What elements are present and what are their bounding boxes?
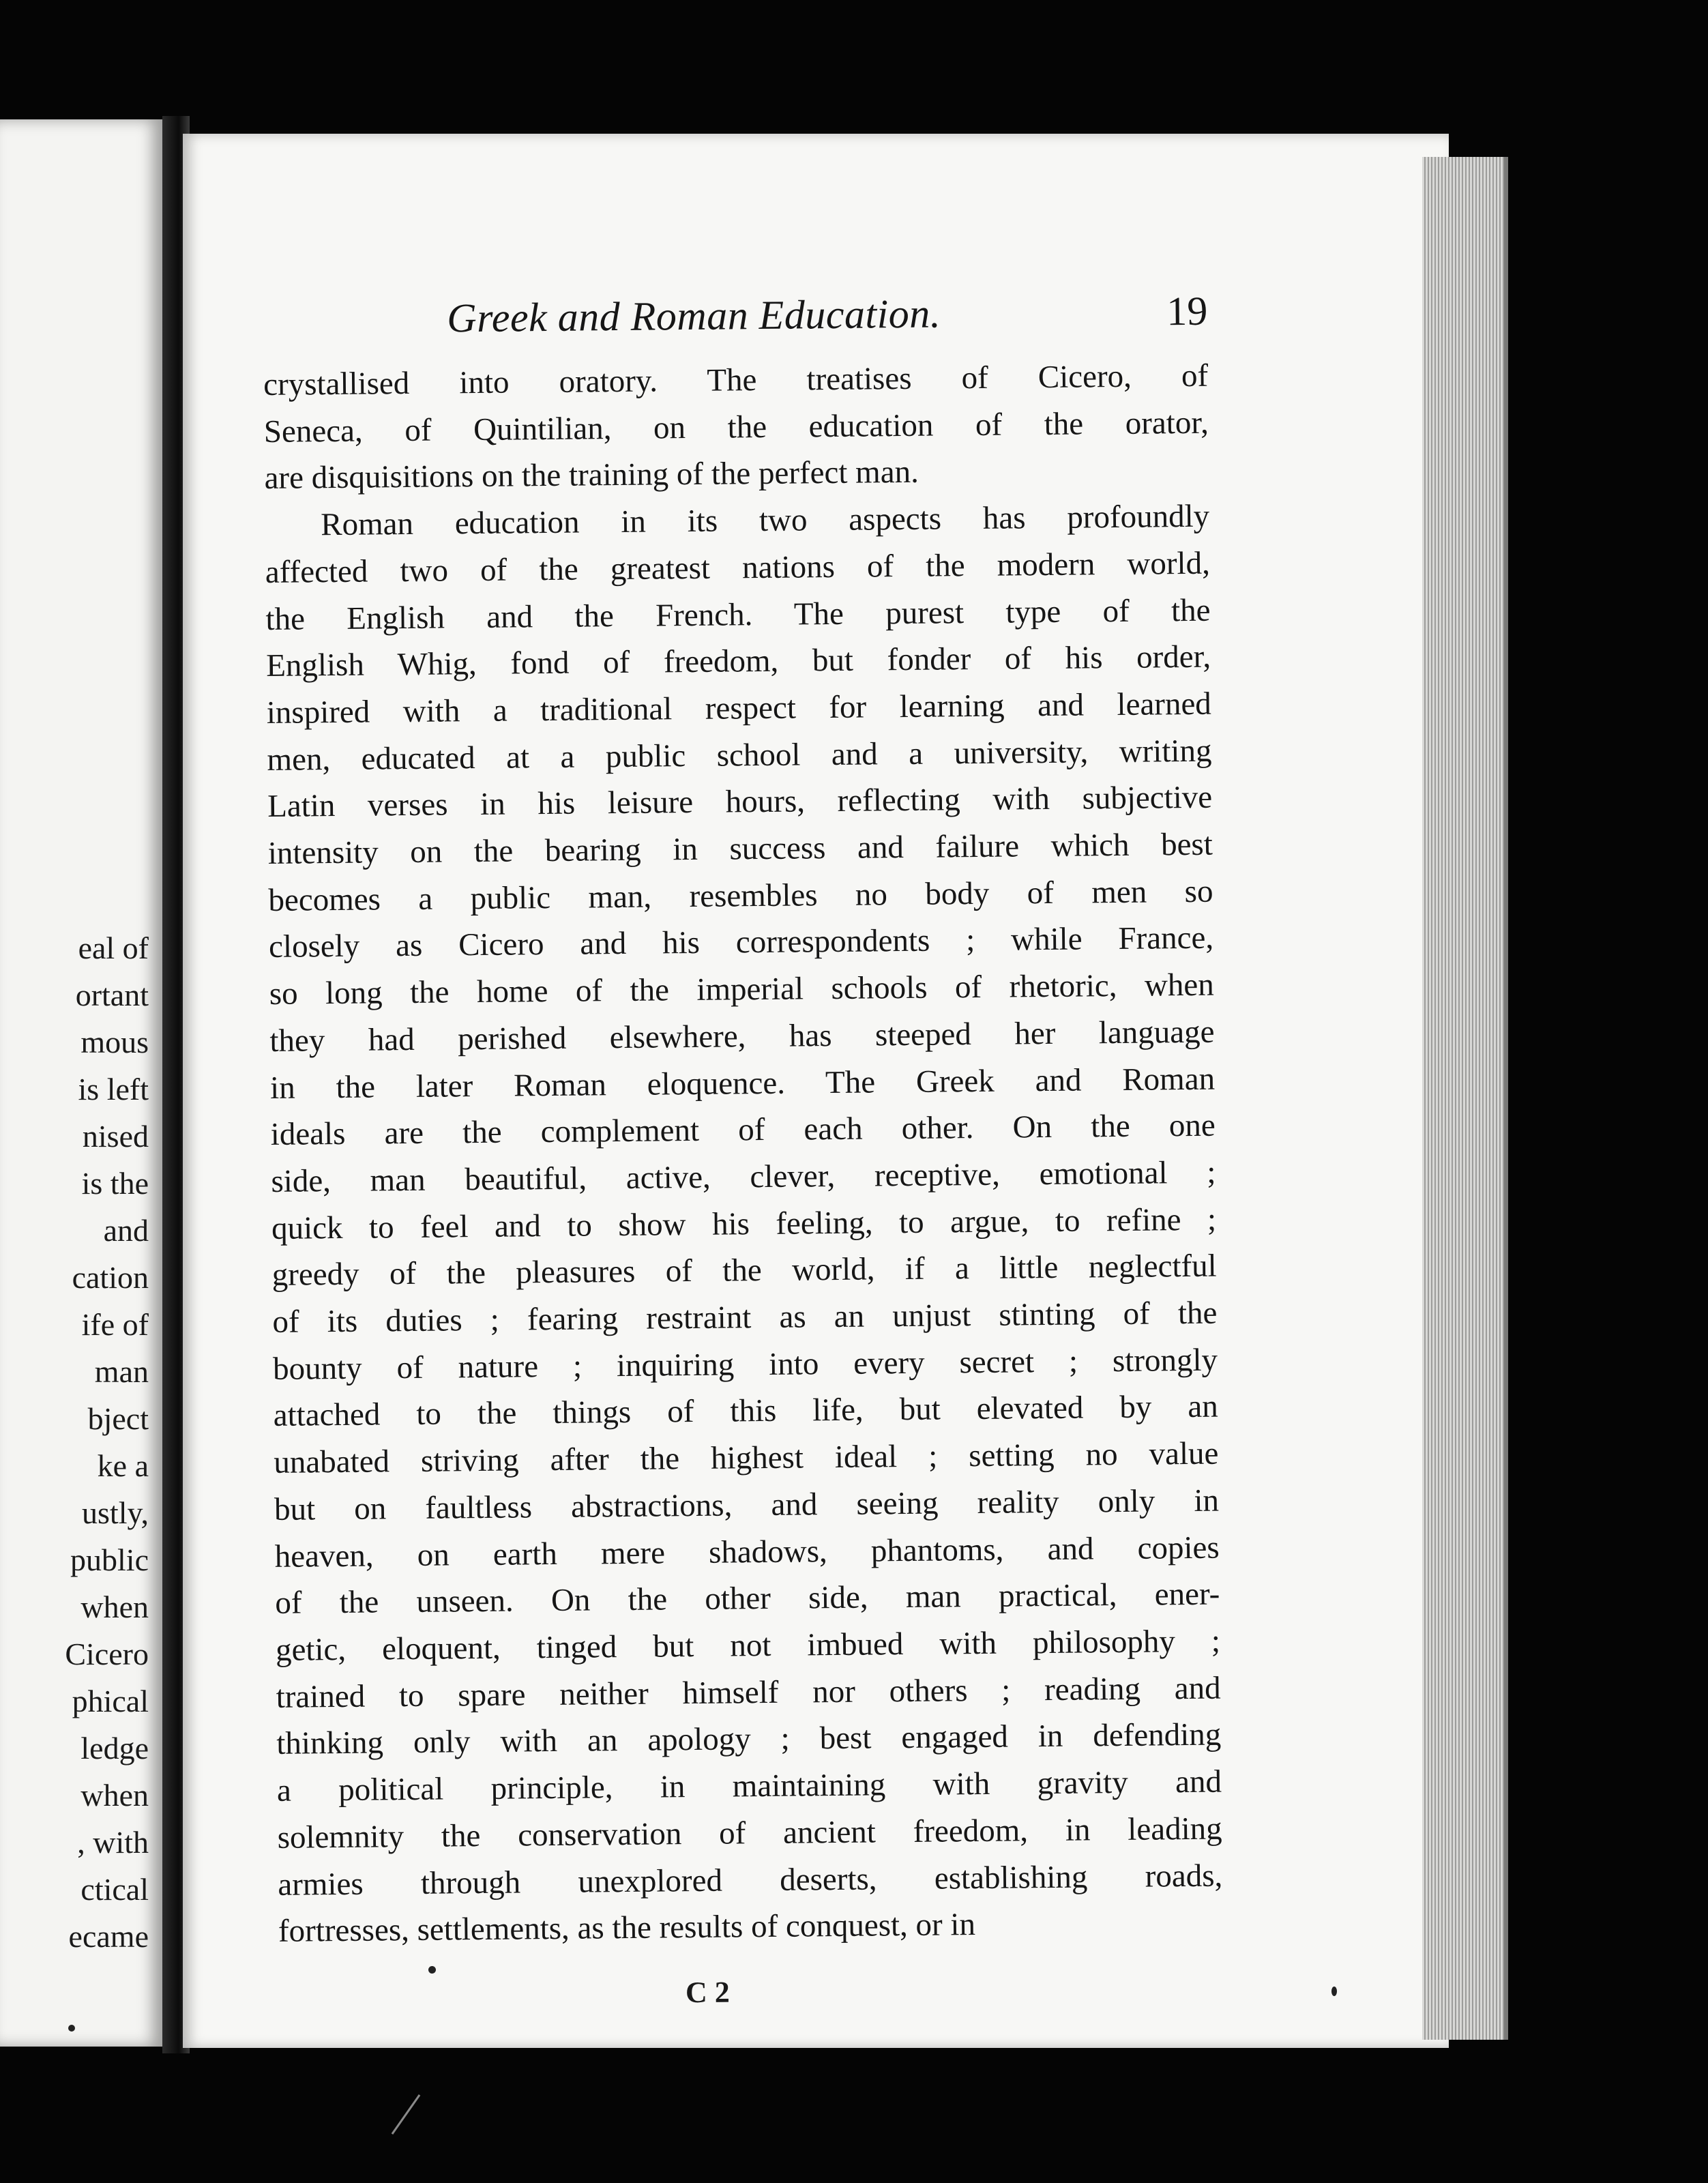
text-line: so long the home of the imperial schools of rhetoric, when bbox=[269, 967, 1214, 1012]
page-content bbox=[263, 288, 1223, 1955]
text-line: men, educated at a public school and a university, writing bbox=[267, 733, 1212, 778]
text-line: thinking only with an apology ; best engaged in defending bbox=[276, 1716, 1222, 1762]
text-line: the English and the French. The purest type of the bbox=[265, 592, 1211, 637]
film-scratch bbox=[392, 2094, 421, 2135]
previous-page-line: when bbox=[80, 1778, 149, 1813]
text-line: quick to feel and to show his feeling, to argue, to refine ; bbox=[271, 1201, 1217, 1246]
previous-page-line: man bbox=[94, 1354, 149, 1389]
text-line: of its duties ; fearing restraint as an unjust stinting of the bbox=[272, 1295, 1218, 1340]
page-number: 19 bbox=[1166, 288, 1208, 334]
previous-page-line: mous bbox=[80, 1025, 149, 1059]
text-line: they had perished elsewhere, has steeped her language bbox=[269, 1014, 1215, 1059]
text-line: solemnity the conservation of ancient freedom, in leading bbox=[277, 1811, 1222, 1856]
previous-page-line: ledge bbox=[80, 1731, 149, 1766]
text-line: Latin verses in his leisure hours, reflecting with subjective bbox=[267, 780, 1213, 825]
text-line: Roman education in its two aspects has profoundly bbox=[320, 498, 1210, 543]
previous-page-line: when bbox=[80, 1589, 149, 1624]
previous-page-line: Cicero bbox=[65, 1637, 149, 1671]
text-line: in the later Roman eloquence. The Greek and Roman bbox=[269, 1061, 1216, 1106]
previous-page-line: eal of bbox=[78, 931, 149, 965]
previous-page-line: bject bbox=[87, 1401, 149, 1436]
previous-page-line: ecame bbox=[68, 1919, 149, 1954]
text-line: heaven, on earth mere shadows, phantoms, and copies bbox=[274, 1529, 1220, 1574]
signature-mark: C 2 bbox=[685, 1975, 731, 2010]
text-line: English Whig, fond of freedom, but fonder of his order, bbox=[265, 639, 1211, 684]
text-line: a political principle, in maintaining with gravity and bbox=[276, 1763, 1222, 1808]
previous-page-line: ife of bbox=[81, 1307, 149, 1342]
body-text bbox=[263, 353, 1223, 1955]
text-line: armies through unexplored deserts, establishing roads, bbox=[278, 1858, 1223, 1903]
text-line: affected two of the greatest nations of the modern world, bbox=[265, 545, 1211, 590]
text-line: bounty of nature ; inquiring into every secret ; strongly bbox=[272, 1342, 1218, 1387]
text-line: crystallised into oratory. The treatises of Cicero, of bbox=[263, 357, 1209, 402]
text-line: side, man beautiful, active, clever, receptive, emotional ; bbox=[271, 1154, 1216, 1199]
previous-page-text bbox=[65, 924, 149, 1960]
show-through-text bbox=[145, 440, 153, 581]
previous-page-line: ke a bbox=[97, 1448, 149, 1483]
previous-page-line: ustly, bbox=[82, 1495, 149, 1530]
text-line: of the unseen. On the other side, man practical, ener- bbox=[275, 1576, 1220, 1622]
text-line: inspired with a traditional respect for learning and learned bbox=[266, 686, 1212, 731]
text-line: attached to the things of this life, but elevated by an bbox=[273, 1389, 1218, 1434]
page-edges bbox=[1422, 157, 1508, 2040]
ink-speck bbox=[68, 2025, 75, 2032]
text-line: getic, eloquent, tinged but not imbued with philosophy ; bbox=[275, 1623, 1221, 1668]
text-line: closely as Cicero and his correspondents ; while France, bbox=[268, 920, 1214, 965]
previous-page-line: , with bbox=[77, 1825, 149, 1860]
running-head bbox=[447, 288, 1208, 360]
text-line: are disquisitions on the training of the perfect man. bbox=[264, 454, 919, 497]
previous-page bbox=[0, 119, 162, 2047]
text-line: ideals are the complement of each other. On the one bbox=[270, 1107, 1216, 1153]
previous-page-line: is left bbox=[78, 1072, 149, 1107]
text-line: becomes a public man, resembles no body of men so bbox=[268, 873, 1213, 918]
text-line: Seneca, of Quintilian, on the education of the orator, bbox=[263, 405, 1209, 450]
text-line: but on faultless abstractions, and seeing reality only in bbox=[274, 1482, 1220, 1527]
ink-speck bbox=[428, 1966, 436, 1974]
previous-page-line: ctical bbox=[80, 1872, 149, 1907]
previous-page-line: ortant bbox=[75, 978, 149, 1012]
text-line: unabated striving after the highest ideal ; setting no value bbox=[274, 1435, 1219, 1481]
ink-speck bbox=[1331, 1987, 1337, 1996]
previous-page-line: public bbox=[70, 1542, 149, 1577]
text-line: intensity on the bearing in success and failure which best bbox=[267, 826, 1213, 871]
previous-page-line: phical bbox=[72, 1684, 149, 1718]
previous-page-line: cation bbox=[72, 1260, 149, 1295]
previous-page-line: nised bbox=[82, 1119, 149, 1154]
previous-page-line: and bbox=[103, 1213, 149, 1248]
previous-page-line: is the bbox=[81, 1166, 149, 1201]
text-line: trained to spare neither himself nor others ; reading and bbox=[276, 1670, 1221, 1715]
running-head-title: Greek and Roman Education. bbox=[446, 291, 941, 341]
text-line: fortresses, settlements, as the results of conquest, or in bbox=[278, 1907, 976, 1950]
text-line: greedy of the pleasures of the world, if a little neglectful bbox=[271, 1248, 1217, 1293]
